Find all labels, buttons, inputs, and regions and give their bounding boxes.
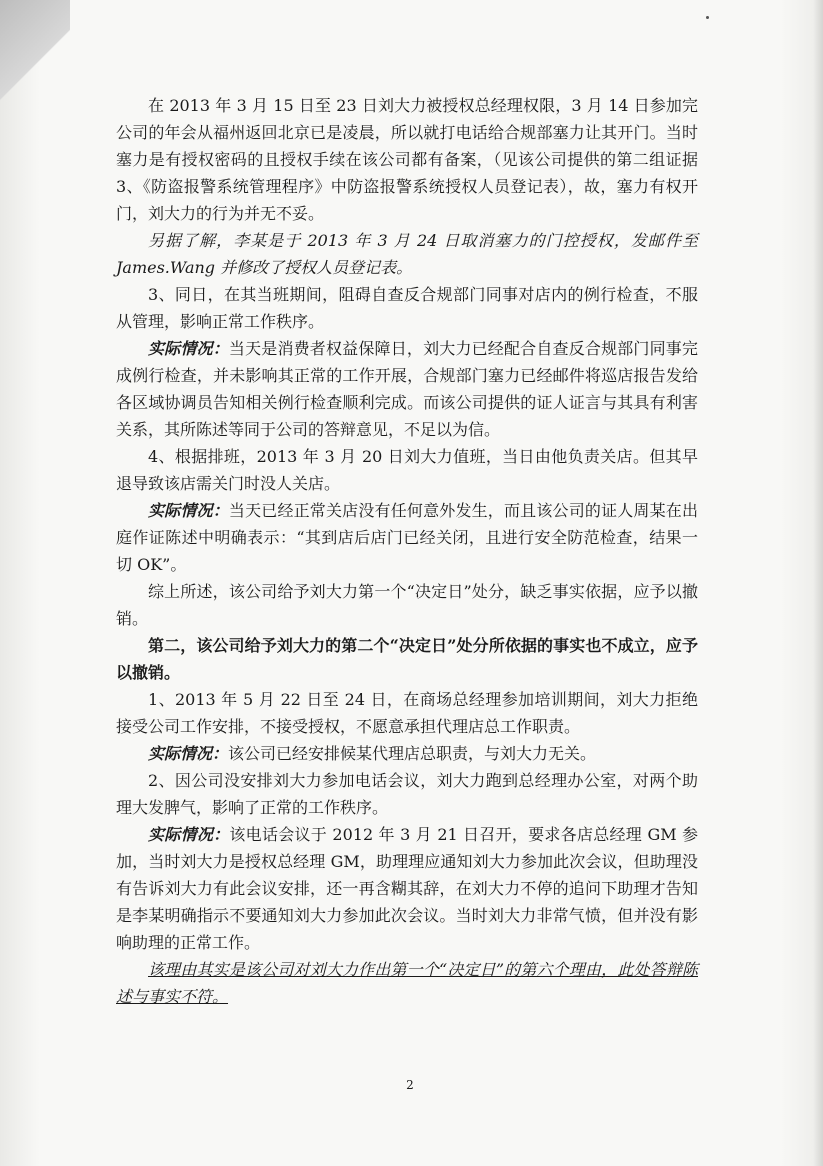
paragraph-10 [116,740,698,767]
paragraph-13: 该理由其实是该公司对刘大力作出第一个“决定日”的第六个理由，此处答辩陈述与事实不符。 [116,960,698,1006]
paragraph-6-text: 当天已经正常关店没有任何意外发生，而且该公司的证人周某在出庭作证陈述中明确表示：“其到店后店门已经关闭，且进行安全防范检查，结果一切 OK”。 [116,501,698,574]
paragraph-2: 另据了解，李某是于 2013 年 3 月 24 日取消塞力的门控授权，发邮件至 James.Wang 并修改了授权人员登记表。 [116,231,698,277]
paragraph-9: 1、2013 年 5 月 22 日至 24 日，在商场总经理参加培训期间，刘大力拒绝接受公司工作安排，不接受授权，不愿意承担代理店总工作职责。 [116,690,698,736]
paragraph-6 [116,497,698,578]
actual-situation-label: 实际情况： [148,501,229,520]
actual-situation-label: 实际情况： [148,825,230,844]
document-body [116,92,698,1010]
page-number: 2 [406,1078,414,1092]
actual-situation-label: 实际情况： [148,339,229,358]
paragraph-3: 3、同日，在其当班期间，阻碍自查反合规部门同事对店内的例行检查，不服从管理，影响正常工作秩序。 [116,285,698,331]
paragraph-8: 第二，该公司给予刘大力的第二个“决定日”处分所依据的事实也不成立，应予以撤销。 [116,636,698,682]
paragraph-4-text: 当天是消费者权益保障日，刘大力已经配合自查反合规部门同事完成例行检查，并未影响其正常的工作开展，合规部门塞力已经邮件将巡店报告发给各区域协调员告知相关例行检查顺利完成。而该公司提供的证人证言与其具有利害关系，其所陈述等同于公司的答辩意见，不足以为信。 [116,339,698,439]
paragraph-4 [116,335,698,443]
page-edge-shadow [813,0,823,1166]
paragraph-12 [116,821,698,956]
paragraph-1: 在 2013 年 3 月 15 日至 23 日刘大力被授权总经理权限，3 月 14 日参加完公司的年会从福州返回北京已是凌晨，所以就打电话给合规部塞力让其开门。当时塞力是有授权密码的且授权手续在该公司都有备案，（见该公司提供的第二组证据 3、《防盗报警系统管理程序》中防盗报警系统授权人员登记表），故，塞力有权开门，刘大力的行为并无不妥。 [116,96,698,223]
paragraph-5: 4、根据排班，2013 年 3 月 20 日刘大力值班，当日由他负责关店。但其早退导致该店需关门时没人关店。 [116,447,698,493]
scan-speck [706,16,709,19]
paragraph-7: 综上所述，该公司给予刘大力第一个“决定日”处分，缺乏事实依据，应予以撤销。 [116,582,698,628]
paragraph-10-text: 该公司已经安排候某代理店总职责，与刘大力无关。 [228,744,597,763]
actual-situation-label: 实际情况： [148,744,229,763]
paragraph-12-text: 该电话会议于 2012 年 3 月 21 日召开，要求各店总经理 GM 参加，当时刘大力是授权总经理 GM，助理理应通知刘大力参加此次会议，但助理没有告诉刘大力有此会议安排，还一再含糊其辞，在刘大力不停的追问下助理才告知是李某明确指示不要通知刘大力参加此次会议。当时刘大力非常气愤，但并没有影响助理的正常工作。 [116,825,698,952]
folded-corner [0,0,70,110]
corner-mark [2,82,42,90]
paragraph-11: 2、因公司没安排刘大力参加电话会议，刘大力跑到总经理办公室，对两个助理大发脾气，影响了正常的工作秩序。 [116,771,698,817]
